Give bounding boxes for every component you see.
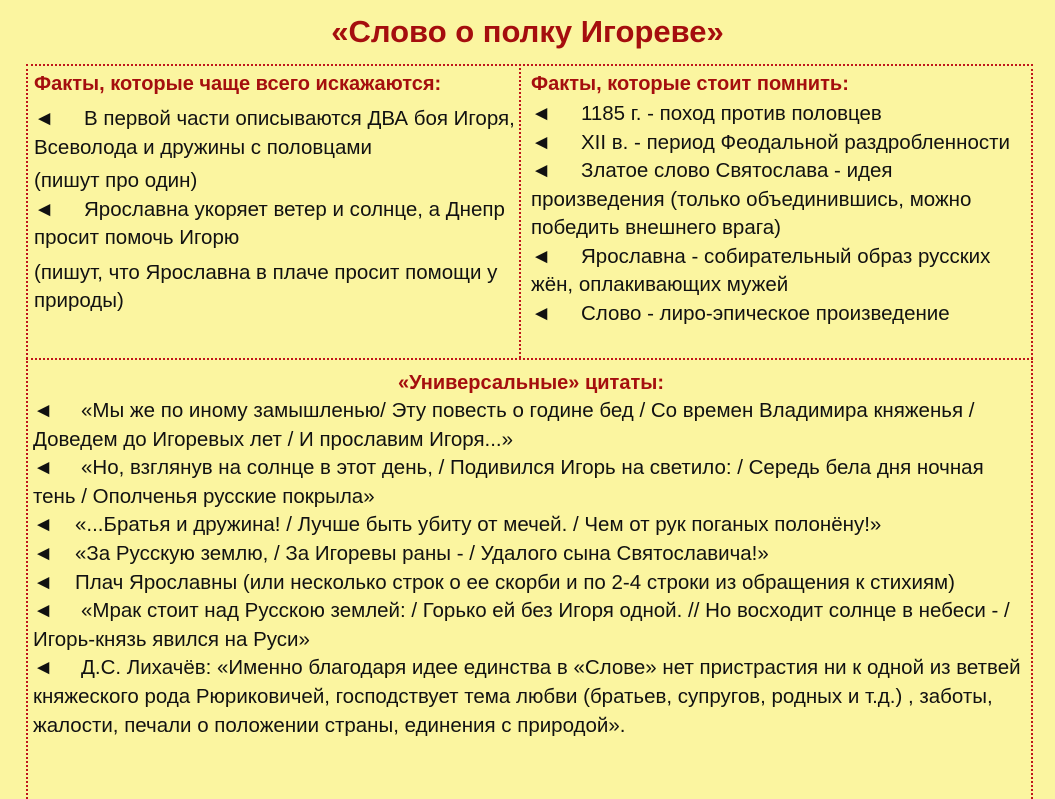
quote-text: Плач Ярославны (или несколько строк о ее скорби и по 2-4 строки из обращения к стихиям)	[75, 570, 955, 594]
arrow-left-icon: ◄	[33, 513, 54, 537]
list-item	[531, 157, 1029, 243]
arrow-left-icon: ◄	[34, 197, 55, 221]
arrow-left-icon: ◄	[531, 102, 552, 125]
fact-note: (пишут про один)	[34, 169, 198, 192]
row-divider	[26, 358, 1033, 360]
arrow-left-icon: ◄	[531, 130, 552, 154]
arrow-left-icon: ◄	[33, 570, 54, 594]
quote-item	[33, 654, 1029, 740]
arrow-left-icon: ◄	[33, 656, 54, 680]
fact-text: 1185 г. - поход против половцев	[581, 102, 882, 125]
key-facts-section	[531, 72, 1029, 328]
quote-text: «Мы же по иному замышленью/ Эту повесть о године бед / Со времен Владимира княженья / Доведем до Игоревых лет / И прославим Игоря...»	[33, 399, 975, 451]
list-item	[34, 196, 516, 253]
list-item	[531, 243, 1029, 300]
fact-text: Слово - лиро-эпическое произведение	[581, 301, 950, 325]
list-item	[531, 100, 1029, 129]
fact-text: Ярославна укоряет ветер и солнце, а Днепр просит помочь Игорю	[34, 197, 505, 249]
distorted-facts-heading: Факты, которые чаще всего искажаются:	[34, 73, 442, 95]
quote-item	[33, 397, 1029, 454]
list-item	[531, 129, 1029, 158]
quote-item	[33, 511, 1029, 540]
arrow-left-icon: ◄	[33, 399, 54, 422]
quotes-heading: «Универсальные» цитаты:	[397, 372, 665, 394]
arrow-left-icon: ◄	[531, 244, 552, 268]
list-item	[531, 300, 1029, 329]
list-item	[34, 105, 516, 162]
quote-item	[33, 454, 1029, 511]
quotes-section	[33, 370, 1029, 740]
arrow-left-icon: ◄	[531, 159, 552, 182]
quote-item	[33, 569, 1029, 598]
fact-text: В первой части описываются ДВА боя Игоря, Всеволода и дружины с половцами	[34, 107, 515, 159]
quote-text: «Но, взглянув на солнце в этот день, / Подивился Игорь на светило: / Середь бела дня ночная тень / Ополченья русские покрыла»	[33, 456, 984, 508]
fact-text: Ярославна - собирательный образ русских жён, оплакивающих мужей	[531, 244, 991, 296]
quote-text: «...Братья и дружина! / Лучше быть убиту от мечей. / Чем от рук поганых полонёну!»	[75, 513, 882, 537]
fact-text: Златое слово Святослава - идея произведения (только объединившись, можно победить внешнего врага)	[531, 159, 972, 239]
quote-text: «За Русскую землю, / За Игоревы раны - / Удалого сына Святославича!»	[75, 541, 769, 565]
arrow-left-icon: ◄	[34, 107, 55, 130]
fact-text: XII в. - период Феодальной раздробленности	[581, 130, 1010, 154]
fact-note: (пишут, что Ярославна в плаче просит помощи у природы)	[34, 260, 498, 312]
quote-item	[33, 597, 1029, 654]
arrow-left-icon: ◄	[33, 456, 54, 480]
page-title: «Слово о полку Игореве»	[331, 14, 724, 49]
distorted-facts-section	[34, 72, 516, 316]
column-divider	[519, 64, 521, 358]
arrow-left-icon: ◄	[33, 541, 54, 565]
arrow-left-icon: ◄	[531, 301, 552, 325]
quote-text: «Мрак стоит над Русскою землей: / Горько ей без Игоря одной. // Но восходит солнце в небеси - / Игорь-князь явился на Руси»	[33, 599, 1010, 651]
quote-text: Д.С. Лихачёв: «Именно благодаря идее единства в «Слове» нет пристрастия ни к одной из ветвей княжеского рода Рюриковичей, господствует тема любви (братьев, супругов, родных и т.д.) , заботы, жалости, печали о положении страны, единения с природой».	[33, 656, 1021, 737]
arrow-left-icon: ◄	[33, 599, 54, 623]
quote-item	[33, 540, 1029, 569]
key-facts-heading: Факты, которые стоит помнить:	[531, 73, 849, 95]
